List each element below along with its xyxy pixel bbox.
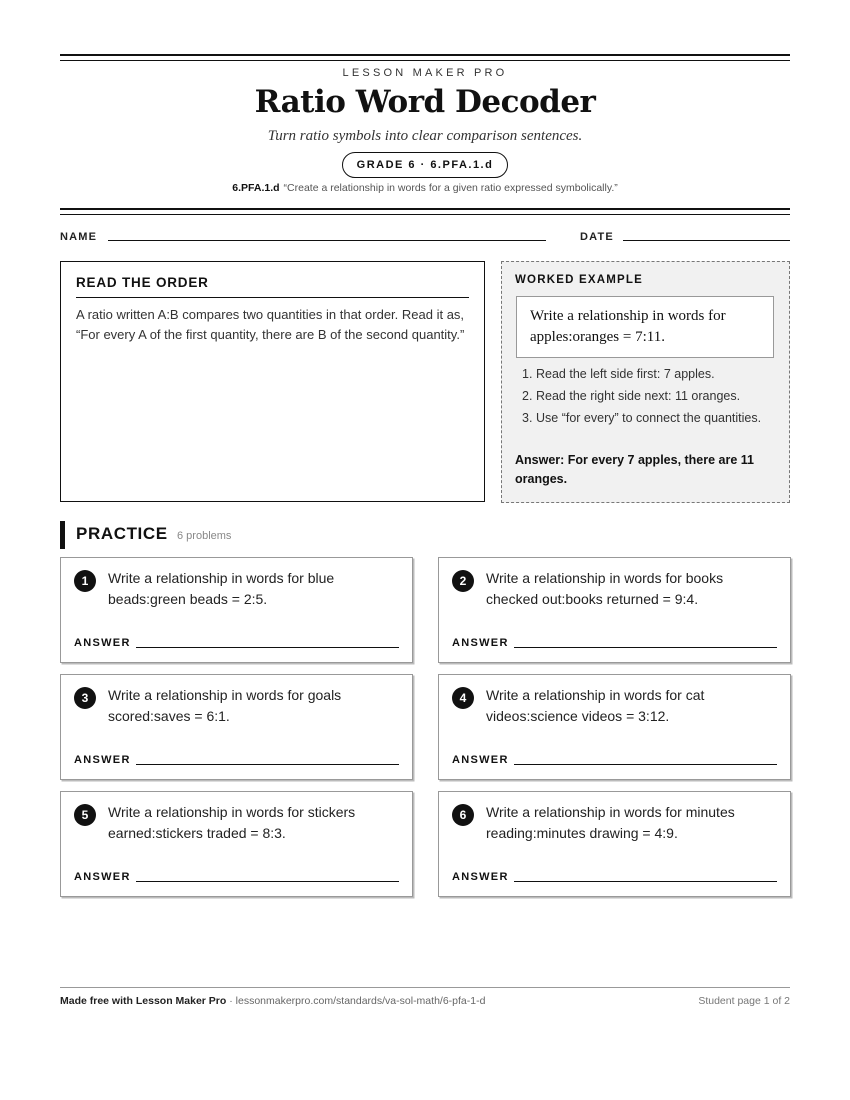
worked-example-prompt: Write a relationship in words for apples:oranges = 7:11. xyxy=(516,296,774,358)
page-title: Ratio Word Decoder xyxy=(254,84,596,120)
answer-label: ANSWER xyxy=(452,871,509,883)
worked-example-step: 2. Read the right side next: 11 oranges. xyxy=(522,389,741,403)
problem-prompt: Write a relationship in words for books checked out:books returned = 9:4. xyxy=(486,570,724,607)
footer-separator: · xyxy=(226,995,236,1007)
answer-line[interactable] xyxy=(514,881,777,882)
problem-prompt: Write a relationship in words for blue beads:green beads = 2:5. xyxy=(108,570,335,607)
problem-prompt: Write a relationship in words for minutes reading:minutes drawing = 4:9. xyxy=(486,804,735,841)
read-the-order-heading: READ THE ORDER xyxy=(76,275,469,298)
header-bottom-rule xyxy=(60,208,790,215)
page-subtitle: Turn ratio symbols into clear comparison sentences. xyxy=(267,128,583,144)
read-the-order-box xyxy=(60,261,485,502)
problem-card xyxy=(438,791,791,897)
read-the-order-body: A ratio written A:B compares two quantities in that order. Read it as, “For every A of the first quantity, there are B of the second quantity.” xyxy=(76,307,465,342)
problem-card xyxy=(438,557,791,663)
footer-page-label: Student page 1 of 2 xyxy=(698,995,790,1007)
standard-text: “Create a relationship in words for a given ratio expressed symbolically.” xyxy=(283,182,618,194)
problem-prompt: Write a relationship in words for stickers earned:stickers traded = 8:3. xyxy=(108,804,356,841)
problem-number: 6 xyxy=(452,804,474,826)
worked-example-step: 3. Use “for every” to connect the quantities. xyxy=(522,411,762,425)
problem-number: 1 xyxy=(74,570,96,592)
answer-line[interactable] xyxy=(136,881,399,882)
header-top-rule xyxy=(60,54,790,61)
brand-name: LESSON MAKER PRO xyxy=(342,67,508,79)
footer-url[interactable]: lessonmakerpro.com/standards/va-sol-math/6-pfa-1-d xyxy=(235,995,486,1007)
name-label: NAME xyxy=(60,231,98,243)
problem-card xyxy=(438,674,791,780)
problem-prompt: Write a relationship in words for goals scored:saves = 6:1. xyxy=(108,687,342,724)
footer-rule xyxy=(60,987,790,988)
practice-heading: PRACTICE xyxy=(76,524,168,543)
worked-example-box xyxy=(501,261,790,503)
worked-example-answer: Answer: For every 7 apples, there are 11 oranges. xyxy=(515,453,755,486)
answer-label: ANSWER xyxy=(74,754,131,766)
answer-label: ANSWER xyxy=(452,637,509,649)
standard-line xyxy=(60,182,790,194)
problem-card xyxy=(60,674,413,780)
answer-line[interactable] xyxy=(136,764,399,765)
footer-made-with: Made free with Lesson Maker Pro xyxy=(60,995,227,1007)
answer-line[interactable] xyxy=(136,647,399,648)
problem-number: 5 xyxy=(74,804,96,826)
worked-example-steps xyxy=(516,365,778,431)
problem-card xyxy=(60,791,413,897)
problem-prompt: Write a relationship in words for cat videos:science videos = 3:12. xyxy=(486,687,705,724)
date-field[interactable] xyxy=(623,240,790,241)
answer-line[interactable] xyxy=(514,764,777,765)
problem-number: 2 xyxy=(452,570,474,592)
answer-label: ANSWER xyxy=(74,637,131,649)
date-label: DATE xyxy=(580,231,614,243)
standard-code: 6.PFA.1.d xyxy=(232,182,280,194)
grade-badge-wrap xyxy=(60,152,790,178)
grade-badge: GRADE 6 · 6.PFA.1.d xyxy=(342,152,509,178)
problem-number: 4 xyxy=(452,687,474,709)
footer-credit xyxy=(60,995,485,1007)
answer-label: ANSWER xyxy=(74,871,131,883)
practice-count: 6 problems xyxy=(177,530,232,542)
answer-line[interactable] xyxy=(514,647,777,648)
worked-example-step: 1. Read the left side first: 7 apples. xyxy=(522,367,715,381)
problem-card xyxy=(60,557,413,663)
worked-example-heading: WORKED EXAMPLE xyxy=(515,274,643,286)
problem-number: 3 xyxy=(74,687,96,709)
practice-accent-bar xyxy=(60,521,65,549)
answer-label: ANSWER xyxy=(452,754,509,766)
name-field[interactable] xyxy=(108,240,546,241)
